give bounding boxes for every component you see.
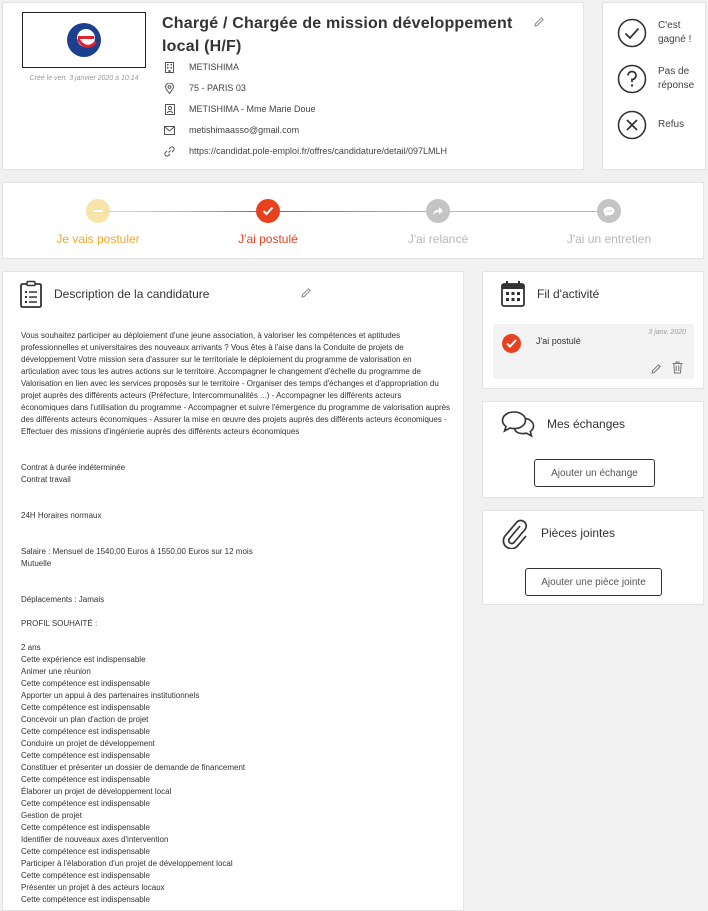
profile-line: Cette compétence est indispensable	[21, 799, 150, 808]
benefit-text: Mutuelle	[21, 559, 52, 568]
profile-line: 2 ans	[21, 643, 41, 652]
profile-line: Cette compétence est indispensable	[21, 751, 150, 760]
attachments-card	[482, 510, 704, 605]
contact-text: METISHIMA - Mme Marie Doue	[189, 104, 316, 114]
close-circle-icon	[617, 110, 647, 140]
status-won-label: C'est gagné !	[658, 20, 692, 45]
description-intro: Vous souhaitez participer au déploiement d'une jeune association, à valoriser les compétences et aptitudes professionnelles et universitaires des nouveaux arrivants ? Vous êtes à l'aise dans la Conduite de projets de développement Votre mission sera d'assurer sur le territoriale le déploiement du programme de valorisation en articulation avec tous les autres actions sur le territoire. Accompagner le changement d'échelle du programme de Valorisation en lien avec les services proposés sur le territoire - Organiser des temps d'échanges et d'appropriation du projet auprès des différents acteurs (Préfecture, Intercommunalités ...) - Accompagner les différents acteurs économiques dans l'utilisation du programme - Accompagner et suivre l'émergence du programme de valorisation auprès des différents acteurs économiques - Assurer la mise en œuvre des projets auprès des différents acteurs économiques - Effectuer des missions d'ingénierie auprès des différents acteurs économiques	[21, 331, 451, 436]
exchanges-header	[501, 410, 625, 438]
description-body	[21, 330, 451, 906]
step-label: J'ai relancé	[407, 232, 469, 246]
location-text: 75 - PARIS 03	[189, 83, 246, 93]
profile-line: Cette compétence est indispensable	[21, 679, 150, 688]
step-j-ai-postule[interactable]	[188, 199, 348, 246]
status-refused-button[interactable]	[617, 110, 684, 140]
step-je-vais-postuler[interactable]	[18, 199, 178, 246]
status-card	[602, 2, 706, 170]
clipboard-list-icon	[20, 280, 42, 308]
profile-line: Cette compétence est indispensable	[21, 823, 150, 832]
question-circle-icon	[617, 64, 647, 94]
status-no-reply-label: Pas de réponse	[658, 66, 695, 91]
activity-item	[493, 324, 694, 379]
company-name: METISHIMA	[189, 62, 240, 72]
trash-icon[interactable]	[672, 361, 683, 379]
profile-line: Cette compétence est indispensable	[21, 847, 150, 856]
profile-line: Participer à l'élaboration d'un projet de développement local	[21, 859, 233, 868]
email-link[interactable]: metishimaasso@gmail.com	[189, 125, 300, 135]
profile-line: Cette compétence est indispensable	[21, 775, 150, 784]
edit-description-pencil-icon[interactable]	[300, 286, 312, 304]
paperclip-icon	[501, 517, 529, 549]
contact-card-icon	[164, 104, 175, 115]
status-refused-label: Refus	[658, 119, 685, 130]
pole-emploi-logo-icon	[64, 22, 104, 58]
step-label: J'ai postulé	[238, 232, 298, 246]
description-header	[20, 280, 209, 308]
description-title: Description de la candidature	[54, 287, 210, 301]
envelope-icon	[164, 125, 175, 136]
add-attachment-button[interactable]: Ajouter une pièce jointe	[525, 568, 662, 596]
check-circle-red-icon	[502, 334, 521, 358]
contract-type-text: Contrat travail	[21, 475, 71, 484]
calendar-icon	[501, 280, 525, 308]
step-j-ai-relance[interactable]	[358, 199, 518, 246]
profile-line: Conduire un projet de développement	[21, 739, 155, 748]
travel-text: Déplacements : Jamais	[21, 595, 105, 604]
activity-item-label: J'ai postulé	[536, 336, 581, 346]
location-row	[164, 80, 246, 96]
check-circle-icon	[617, 18, 647, 48]
check-icon	[256, 199, 280, 223]
progress-card	[2, 182, 704, 259]
add-exchange-button[interactable]: Ajouter un échange	[534, 459, 655, 487]
profile-line: Cette expérience est indispensable	[21, 655, 146, 664]
profile-line: Élaborer un projet de développement local	[21, 787, 172, 796]
edit-title-pencil-icon[interactable]	[533, 15, 545, 33]
location-pin-icon	[164, 83, 175, 94]
profile-line: Présenter un projet à des acteurs locaux	[21, 883, 165, 892]
activity-header	[501, 280, 599, 308]
edit-activity-pencil-icon[interactable]	[650, 362, 662, 380]
link-icon	[164, 146, 175, 157]
profile-line: Cette compétence est indispensable	[21, 703, 150, 712]
exchanges-card	[482, 401, 704, 498]
attachments-header	[501, 517, 615, 549]
description-card	[2, 271, 464, 911]
step-label: Je vais postuler	[56, 232, 140, 246]
profile-line: Identifier de nouveaux axes d'intervention	[21, 835, 169, 844]
contract-text: Contrat à durée indéterminée	[21, 463, 126, 472]
salary-text: Salaire : Mensuel de 1540,00 Euros à 1550,00 Euros sur 12 mois	[21, 547, 253, 556]
job-header-card	[2, 2, 584, 170]
profile-line: Cette compétence est indispensable	[21, 871, 150, 880]
share-arrow-icon	[426, 199, 450, 223]
contact-row	[164, 101, 316, 117]
profile-list	[21, 642, 451, 906]
building-icon	[164, 62, 175, 73]
chat-bubble-icon	[597, 199, 621, 223]
activity-item-date: 3 janv. 2020	[648, 329, 686, 336]
exchanges-title: Mes échanges	[547, 417, 626, 431]
email-row	[164, 122, 299, 138]
status-no-reply-button[interactable]	[617, 64, 698, 94]
minus-icon	[86, 199, 110, 223]
attachments-title: Pièces jointes	[541, 526, 616, 540]
step-j-ai-un-entretien[interactable]	[529, 199, 689, 246]
profile-line: Gestion de projet	[21, 811, 82, 820]
company-row	[164, 59, 239, 75]
profile-line: Cette compétence est indispensable	[21, 895, 150, 904]
page-title: Chargé / Chargée de mission développement local (H/F)	[162, 15, 513, 55]
created-date: Créé le ven. 3 janvier 2020 à 10:14	[29, 75, 139, 82]
offer-url-link[interactable]: https://candidat.pole-emploi.fr/offres/candidature/detail/097LMLH	[189, 146, 447, 156]
activity-title: Fil d'activité	[537, 287, 600, 301]
chat-bubbles-icon	[501, 410, 535, 438]
company-logo	[22, 12, 146, 68]
profile-title: PROFIL SOUHAITÉ :	[21, 619, 98, 628]
hours-text: 24H Horaires normaux	[21, 511, 102, 520]
profile-line: Concevoir un plan d'action de projet	[21, 715, 149, 724]
url-row	[164, 143, 447, 159]
activity-card	[482, 271, 704, 389]
profile-line: Constituer et présenter un dossier de demande de financement	[21, 763, 246, 772]
profile-line: Cette compétence est indispensable	[21, 727, 150, 736]
profile-line: Animer une réunion	[21, 667, 91, 676]
profile-line: Apporter un appui à des partenaires institutionnels	[21, 691, 200, 700]
status-won-button[interactable]	[617, 18, 698, 48]
step-label: J'ai un entretien	[566, 232, 652, 246]
